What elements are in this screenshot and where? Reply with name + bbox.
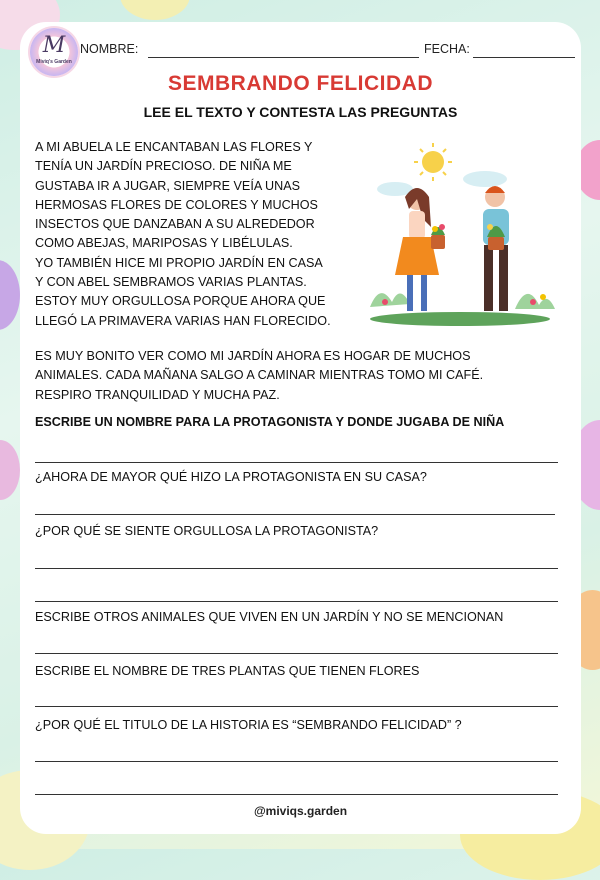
story-line: ES MUY BONITO VER COMO MI JARDÍN AHORA ES HOGAR DE MUCHOS bbox=[35, 349, 471, 363]
date-label: FECHA: bbox=[424, 42, 470, 56]
question-5: ESCRIBE EL NOMBRE DE TRES PLANTAS QUE TIENEN FLORES bbox=[35, 664, 420, 678]
question-1: ESCRIBE UN NOMBRE PARA LA PROTAGONISTA Y DONDE JUGABA DE NIÑA bbox=[35, 415, 505, 429]
flower-decoration-left-2 bbox=[0, 440, 20, 500]
cloud-icon bbox=[463, 171, 507, 187]
story-paragraph-full bbox=[35, 347, 483, 405]
story-line: ESTOY MUY ORGULLOSA PORQUE AHORA QUE bbox=[35, 294, 326, 309]
logo-monogram: M bbox=[42, 33, 66, 58]
answer-line-5[interactable] bbox=[35, 706, 558, 707]
worksheet-card bbox=[20, 22, 581, 834]
story-line: INSECTOS QUE DANZABAN A SU ALREDEDOR bbox=[35, 217, 315, 232]
instructions-subtitle: LEE EL TEXTO Y CONTESTA LAS PREGUNTAS bbox=[143, 104, 458, 120]
story-line: A MI ABUELA LE ENCANTABAN LAS FLORES Y bbox=[35, 140, 313, 154]
answer-line-1[interactable] bbox=[35, 462, 558, 463]
story-line: TENÍA UN JARDÍN PRECIOSO. DE NIÑA ME bbox=[35, 159, 292, 174]
name-label: NOMBRE: bbox=[80, 42, 139, 56]
brand-logo bbox=[30, 28, 78, 76]
gardening-illustration bbox=[365, 137, 560, 327]
story-paragraph-left bbox=[35, 138, 331, 331]
bush-icon bbox=[370, 293, 410, 307]
answer-line-3b[interactable] bbox=[35, 601, 558, 602]
footer-handle: @miviqs.garden bbox=[253, 804, 348, 818]
story-line: RESPIRO TRANQUILIDAD Y MUCHA PAZ. bbox=[35, 387, 280, 402]
story-line: YO TAMBIÉN HICE MI PROPIO JARDÍN EN CASA bbox=[35, 255, 323, 270]
answer-line-6b[interactable] bbox=[35, 794, 558, 795]
grass-ground bbox=[370, 312, 550, 326]
answer-line-2[interactable] bbox=[35, 514, 555, 515]
story-line: LLEGÓ LA PRIMAVERA VARIAS HAN FLORECIDO. bbox=[35, 313, 331, 328]
story-line: ANIMALES. CADA MAÑANA SALGO A CAMINAR MIENTRAS TOMO MI CAFÉ. bbox=[35, 368, 484, 383]
flower-decoration-left bbox=[0, 260, 20, 330]
answer-line-3a[interactable] bbox=[35, 568, 558, 569]
question-3: ¿POR QUÉ SE SIENTE ORGULLOSA LA PROTAGONISTA? bbox=[35, 524, 379, 538]
date-answer-line[interactable] bbox=[473, 57, 575, 58]
flower-decoration-top bbox=[120, 0, 190, 20]
story-line: Y CON ABEL SEMBRAMOS VARIAS PLANTAS. bbox=[35, 275, 307, 290]
question-2: ¿AHORA DE MAYOR QUÉ HIZO LA PROTAGONISTA EN SU CASA? bbox=[35, 470, 427, 484]
story-line: GUSTABA IR A JUGAR, SIEMPRE VEÍA UNAS bbox=[35, 178, 301, 193]
question-4: ESCRIBE OTROS ANIMALES QUE VIVEN EN UN JARDÍN Y NO SE MENCIONAN bbox=[35, 610, 504, 624]
story-line: HERMOSAS FLORES DE COLORES Y MUCHOS bbox=[35, 197, 318, 212]
answer-line-6a[interactable] bbox=[35, 761, 558, 762]
logo-text: Miviq's Garden bbox=[36, 59, 72, 65]
sun-icon bbox=[422, 151, 444, 173]
question-6: ¿POR QUÉ EL TITULO DE LA HISTORIA ES “SEMBRANDO FELICIDAD” ? bbox=[35, 718, 462, 732]
answer-line-4[interactable] bbox=[35, 653, 558, 654]
page-title: SEMBRANDO FELICIDAD bbox=[168, 72, 433, 95]
story-line: COMO ABEJAS, MARIPOSAS Y LIBÉLULAS. bbox=[35, 236, 293, 251]
name-answer-line[interactable] bbox=[148, 57, 419, 58]
